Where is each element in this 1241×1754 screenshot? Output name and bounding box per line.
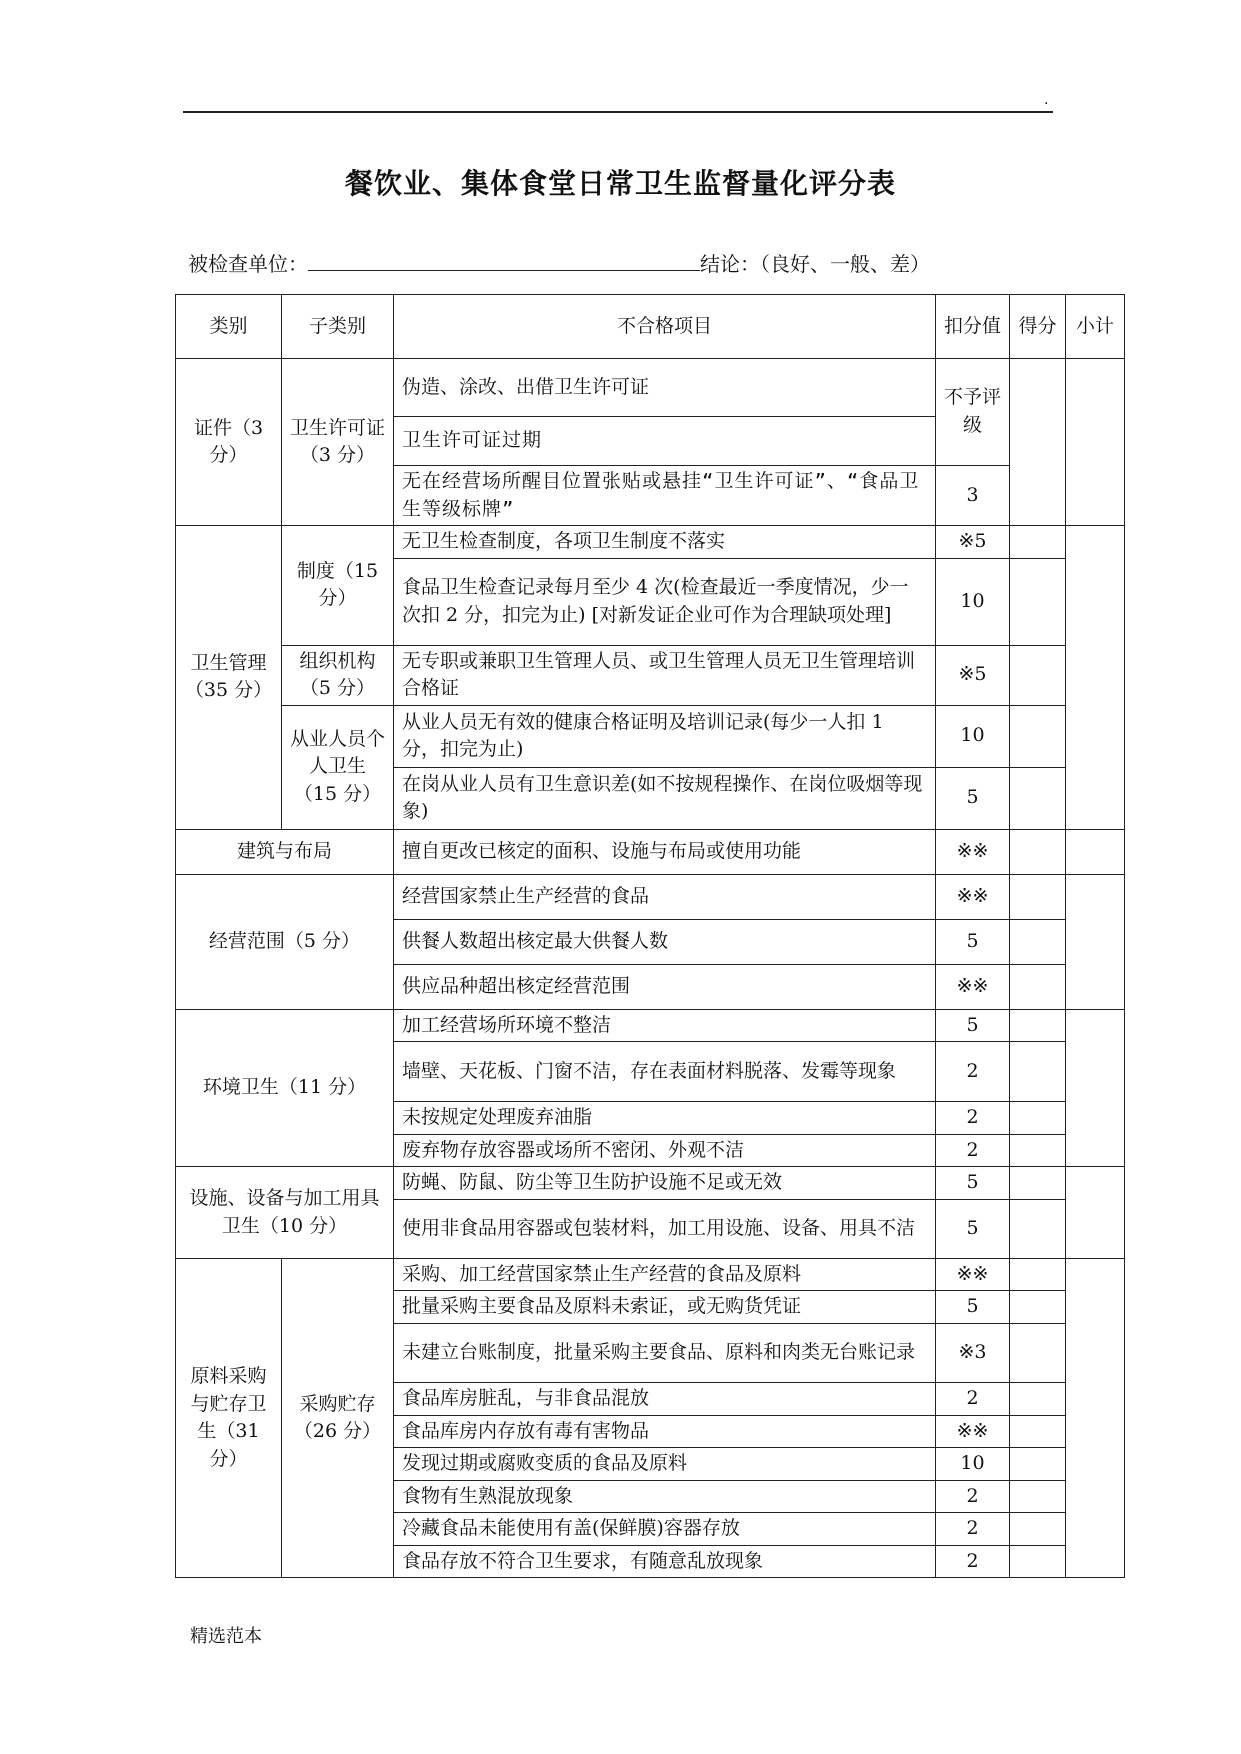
subcategory-cell: 制度（15 分） bbox=[282, 526, 394, 646]
deduction-cell: 5 bbox=[936, 1009, 1010, 1042]
item-cell: 在岗从业人员有卫生意识差(如不按规程操作、在岗位吸烟等现象) bbox=[394, 767, 936, 829]
deduction-cell: 2 bbox=[936, 1042, 1010, 1102]
subtotal-cell bbox=[1066, 1167, 1125, 1259]
header-category: 类别 bbox=[176, 295, 282, 359]
table-row bbox=[176, 705, 1125, 767]
score-cell bbox=[1010, 964, 1066, 1009]
item-cell: 使用非食品用容器或包装材料，加工用设施、设备、用具不洁 bbox=[394, 1199, 936, 1258]
item-cell: 冷藏食品未能使用有盖(保鲜膜)容器存放 bbox=[394, 1513, 936, 1546]
subtotal-cell bbox=[1066, 1009, 1125, 1167]
header-subcategory: 子类别 bbox=[282, 295, 394, 359]
category-cell: 证件（3 分） bbox=[176, 359, 282, 526]
score-cell bbox=[1010, 1324, 1066, 1383]
item-cell: 卫生许可证过期 bbox=[394, 417, 936, 466]
score-cell bbox=[1010, 1383, 1066, 1416]
score-cell bbox=[1010, 829, 1066, 874]
deduction-cell: ※3 bbox=[936, 1324, 1010, 1383]
item-cell: 擅自更改已核定的面积、设施与布局或使用功能 bbox=[394, 829, 936, 874]
item-cell: 加工经营场所环境不整洁 bbox=[394, 1009, 936, 1042]
item-cell: 伪造、涂改、出借卫生许可证 bbox=[394, 359, 936, 417]
item-cell: 食品库房脏乱，与非食品混放 bbox=[394, 1383, 936, 1416]
score-cell bbox=[1010, 1291, 1066, 1324]
deduction-cell: 5 bbox=[936, 1167, 1010, 1200]
item-cell: 批量采购主要食品及原料未索证，或无购货凭证 bbox=[394, 1291, 936, 1324]
item-cell: 食品卫生检查记录每月至少 4 次(检查最近一季度情况，少一次扣 2 分，扣完为止) [对新发证企业可作为合理缺项处理] bbox=[394, 558, 936, 645]
table-row bbox=[176, 645, 1125, 705]
deduction-cell: 5 bbox=[936, 1291, 1010, 1324]
category-cell: 卫生管理（35 分） bbox=[176, 526, 282, 830]
subtotal-cell bbox=[1066, 526, 1125, 830]
score-cell bbox=[1010, 1513, 1066, 1546]
header-rule bbox=[183, 111, 1053, 113]
item-cell: 无专职或兼职卫生管理人员、或卫生管理人员无卫生管理培训合格证 bbox=[394, 645, 936, 705]
header-item: 不合格项目 bbox=[394, 295, 936, 359]
item-cell: 供应品种超出核定经营范围 bbox=[394, 964, 936, 1009]
conclusion-label: 结论：（良好、一般、差） bbox=[700, 252, 930, 276]
deduction-cell: 2 bbox=[936, 1545, 1010, 1578]
score-cell bbox=[1010, 767, 1066, 829]
score-cell bbox=[1010, 526, 1066, 559]
subtotal-cell bbox=[1066, 359, 1125, 526]
category-cell: 建筑与布局 bbox=[176, 829, 394, 874]
deduction-cell: 不予评级 bbox=[936, 359, 1010, 466]
item-cell: 经营国家禁止生产经营的食品 bbox=[394, 874, 936, 919]
deduction-cell: ※※ bbox=[936, 1415, 1010, 1448]
deduction-cell: 5 bbox=[936, 767, 1010, 829]
score-cell bbox=[1010, 1134, 1066, 1167]
deduction-cell: 3 bbox=[936, 466, 1010, 526]
score-cell bbox=[1010, 1448, 1066, 1481]
deduction-cell: 10 bbox=[936, 558, 1010, 645]
table-row bbox=[176, 1167, 1125, 1200]
table-row bbox=[176, 359, 1125, 417]
score-cell bbox=[1010, 705, 1066, 767]
score-cell bbox=[1010, 1102, 1066, 1135]
deduction-cell: 5 bbox=[936, 919, 1010, 964]
subcategory-cell: 从业人员个人卫生（15 分） bbox=[282, 705, 394, 829]
item-cell: 采购、加工经营国家禁止生产经营的食品及原料 bbox=[394, 1258, 936, 1291]
subcategory-cell: 采购贮存（26 分） bbox=[282, 1258, 394, 1577]
table-row bbox=[176, 829, 1125, 874]
score-cell bbox=[1010, 1258, 1066, 1291]
deduction-cell: 2 bbox=[936, 1480, 1010, 1513]
item-cell: 墙壁、天花板、门窗不洁，存在表面材料脱落、发霉等现象 bbox=[394, 1042, 936, 1102]
item-cell: 食品库房内存放有毒有害物品 bbox=[394, 1415, 936, 1448]
deduction-cell: 10 bbox=[936, 1448, 1010, 1481]
item-cell: 供餐人数超出核定最大供餐人数 bbox=[394, 919, 936, 964]
inspected-unit-label: 被检查单位： bbox=[188, 252, 308, 276]
subcategory-cell: 卫生许可证（3 分） bbox=[282, 359, 394, 526]
item-cell: 未按规定处理废弃油脂 bbox=[394, 1102, 936, 1135]
item-cell: 防蝇、防鼠、防尘等卫生防护设施不足或无效 bbox=[394, 1167, 936, 1200]
table-row bbox=[176, 874, 1125, 919]
score-cell bbox=[1010, 1009, 1066, 1042]
header-score: 得分 bbox=[1010, 295, 1066, 359]
table-row bbox=[176, 1009, 1125, 1042]
scoring-table bbox=[175, 294, 1125, 1578]
deduction-cell: ※※ bbox=[936, 829, 1010, 874]
category-cell: 经营范围（5 分） bbox=[176, 874, 394, 1009]
table-row bbox=[176, 526, 1125, 559]
deduction-cell: 10 bbox=[936, 705, 1010, 767]
item-cell: 发现过期或腐败变质的食品及原料 bbox=[394, 1448, 936, 1481]
item-cell: 食物有生熟混放现象 bbox=[394, 1480, 936, 1513]
table-header-row bbox=[176, 295, 1125, 359]
item-cell: 食品存放不符合卫生要求，有随意乱放现象 bbox=[394, 1545, 936, 1578]
footer-note: 精选范本 bbox=[190, 1626, 262, 1647]
deduction-cell: ※5 bbox=[936, 645, 1010, 705]
score-cell bbox=[1010, 874, 1066, 919]
deduction-cell: ※※ bbox=[936, 964, 1010, 1009]
deduction-cell: ※5 bbox=[936, 526, 1010, 559]
score-cell bbox=[1010, 1042, 1066, 1102]
score-cell bbox=[1010, 1199, 1066, 1258]
score-cell bbox=[1010, 645, 1066, 705]
subtotal-cell bbox=[1066, 829, 1125, 874]
deduction-cell: ※※ bbox=[936, 874, 1010, 919]
page-title: 餐饮业、集体食堂日常卫生监督量化评分表 bbox=[344, 167, 896, 200]
score-cell bbox=[1010, 558, 1066, 645]
subtotal-cell bbox=[1066, 874, 1125, 1009]
deduction-cell: 2 bbox=[936, 1513, 1010, 1546]
item-cell: 从业人员无有效的健康合格证明及培训记录(每少一人扣 1 分，扣完为止) bbox=[394, 705, 936, 767]
deduction-cell: ※※ bbox=[936, 1258, 1010, 1291]
score-cell bbox=[1010, 1415, 1066, 1448]
item-cell: 废弃物存放容器或场所不密闭、外观不洁 bbox=[394, 1134, 936, 1167]
header-deduction: 扣分值 bbox=[936, 295, 1010, 359]
inspected-unit-blank bbox=[308, 252, 700, 271]
category-cell: 环境卫生（11 分） bbox=[176, 1009, 394, 1167]
deduction-cell: 2 bbox=[936, 1102, 1010, 1135]
score-cell bbox=[1010, 1545, 1066, 1578]
header-dot: . bbox=[1044, 92, 1049, 108]
score-cell bbox=[1010, 1480, 1066, 1513]
score-cell bbox=[1010, 919, 1066, 964]
item-cell: 未建立台账制度，批量采购主要食品、原料和肉类无台账记录 bbox=[394, 1324, 936, 1383]
deduction-cell: 5 bbox=[936, 1199, 1010, 1258]
category-cell: 设施、设备与加工用具卫生（10 分） bbox=[176, 1167, 394, 1259]
item-cell: 无在经营场所醒目位置张贴或悬挂“卫生许可证”、“食品卫生等级标牌” bbox=[394, 466, 936, 526]
category-cell: 原料采购与贮存卫生（31 分） bbox=[176, 1258, 282, 1577]
score-cell bbox=[1010, 359, 1066, 526]
subcategory-cell: 组织机构（5 分） bbox=[282, 645, 394, 705]
deduction-cell: 2 bbox=[936, 1134, 1010, 1167]
subtotal-cell bbox=[1066, 1258, 1125, 1577]
header-subtotal: 小计 bbox=[1066, 295, 1125, 359]
item-cell: 无卫生检查制度，各项卫生制度不落实 bbox=[394, 526, 936, 559]
score-cell bbox=[1010, 1167, 1066, 1200]
inspection-info-line bbox=[188, 248, 930, 277]
table-row bbox=[176, 1258, 1125, 1291]
deduction-cell: 2 bbox=[936, 1383, 1010, 1416]
